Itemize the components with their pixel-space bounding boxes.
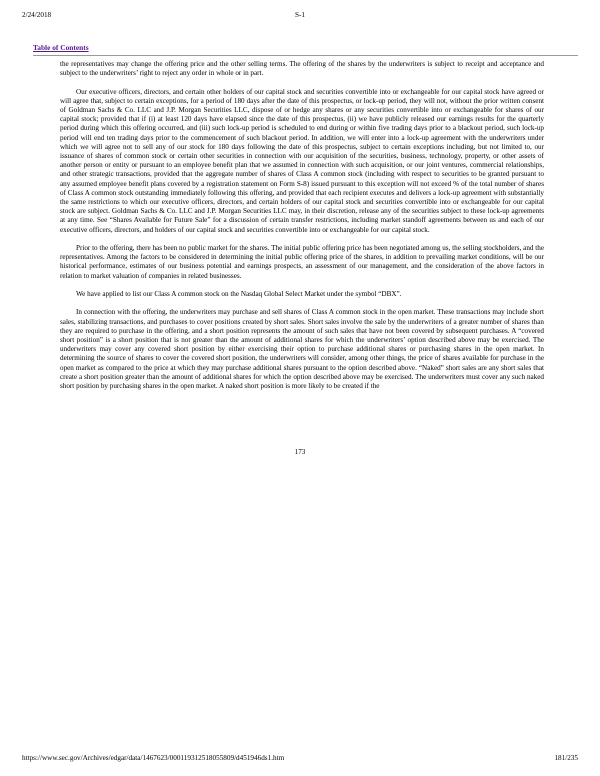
paragraph: In connection with the offering, the underwriters may purchase and sell shares of Class A common stock in the open market. These transactions may include short sales, stabilizing transactions, and purchases to cover positions created by short sales. Short sales involve the sale by the underwriters of a greater number of shares than they are required to purchase in the offering, and a short position represents the amount of such sales that have not been covered by subsequent purchases. A “covered short position” is a short position that is not greater than the amount of additional shares for which the underwriters’ option described above may be exercised. The underwriters may cover any covered short position by either exercising their option to purchase additional shares or purchasing shares in the open market. In determining the source of shares to cover the covered short position, the underwriters will consider, among other things, the price of shares available for purchase in the open market as compared to the price at which they may purchase additional shares pursuant to the option described above. “Naked” short sales are any short sales that create a short position greater than the amount of additional shares for which the option described above may be exercised. The underwriters must cover any such naked short position by purchasing shares in the open market. A naked short position is more likely to be created if the bbox=[60, 308, 544, 391]
document-body bbox=[60, 60, 544, 400]
header-date: 2/24/2018 bbox=[22, 11, 52, 19]
divider bbox=[33, 55, 578, 56]
footer-url: https://www.sec.gov/Archives/edgar/data/1467623/000119312518055809/d451946ds1.htm bbox=[22, 754, 285, 762]
paragraph: Prior to the offering, there has been no public market for the shares. The initial public offering price has been negotiated among us, the selling stockholders, and the representatives. Among the factors to be considered in determining the initial public offering price of the shares, in addition to prevailing market conditions, will be our historical performance, estimates of our business potential and earnings prospects, an assessment of our management, and the consideration of the above factors in relation to market valuation of companies in related businesses. bbox=[60, 244, 544, 280]
paragraph: the representatives may change the offering price and the other selling terms. The offering of the shares by the underwriters is subject to receipt and acceptance and subject to the underwriters’ right to reject any order in whole or in part. bbox=[60, 60, 544, 78]
footer-page-count: 181/235 bbox=[554, 754, 578, 762]
page-number: 173 bbox=[294, 448, 306, 456]
header-title: S-1 bbox=[295, 11, 305, 19]
table-of-contents-link[interactable]: Table of Contents bbox=[33, 43, 89, 52]
paragraph: We have applied to list our Class A common stock on the Nasdaq Global Select Market under the symbol “DBX”. bbox=[76, 290, 402, 299]
paragraph: Our executive officers, directors, and certain other holders of our capital stock and securities convertible into or exchangeable for our capital stock have agreed or will agree that, subject to certain exceptions, for a period of 180 days after the date of this prospectus, or lock-up period, they will not, without the prior written consent of Goldman Sachs & Co. LLC and J.P. Morgan Securities LLC, dispose of or hedge any shares or any securities convertible into or exchangeable for shares of our capital stock; provided that if (i) at least 120 days have elapsed since the date of this prospectus, (ii) we have publicly released our earnings results for the quarterly period during which this offering occurred, and (iii) such lock-up period is scheduled to end during or within five trading days prior to a blackout period, such lock-up period will end ten trading days prior to the commencement of such blackout period. In addition, we will enter into a lock-up agreement with the underwriters under which we will agree not to sell any of our stock for 180 days following the date of this prospectus, subject to certain exceptions including, but not limited to, our issuance of shares of common stock or certain other securities in connection with our acquisition of the securities, business, technology, property, or other assets of another person or entity or pursuant to an employee benefit plan that we assumed in connection with such acquisition, or our joint ventures, commercial relationships, and other strategic transactions, provided that the aggregate number of shares of Class A common stock (including with respect to securities to be granted pursuant to any assumed employee benefit plans covered by a registration statement on Form S-8) issued pursuant to this exception will not exceed % of the total number of shares of Class A common stock outstanding immediately following this offering, and provided that each recipient executes and delivers a lock-up agreement with substantially the same restrictions to which our executive officers, directors, and certain holders of our capital stock and securities convertible into or exchangeable for our capital stock are subject. Goldman Sachs & Co. LLC and J.P. Morgan Securities LLC may, in their discretion, release any of the securities subject to these lock-up agreements at any time. See “Shares Available for Future Sale” for a discussion of certain transfer restrictions, including market standoff agreements between us and each of our executive officers, directors, and holders of our capital stock and securities convertible into or exchangeable for our capital stock. bbox=[60, 87, 544, 234]
